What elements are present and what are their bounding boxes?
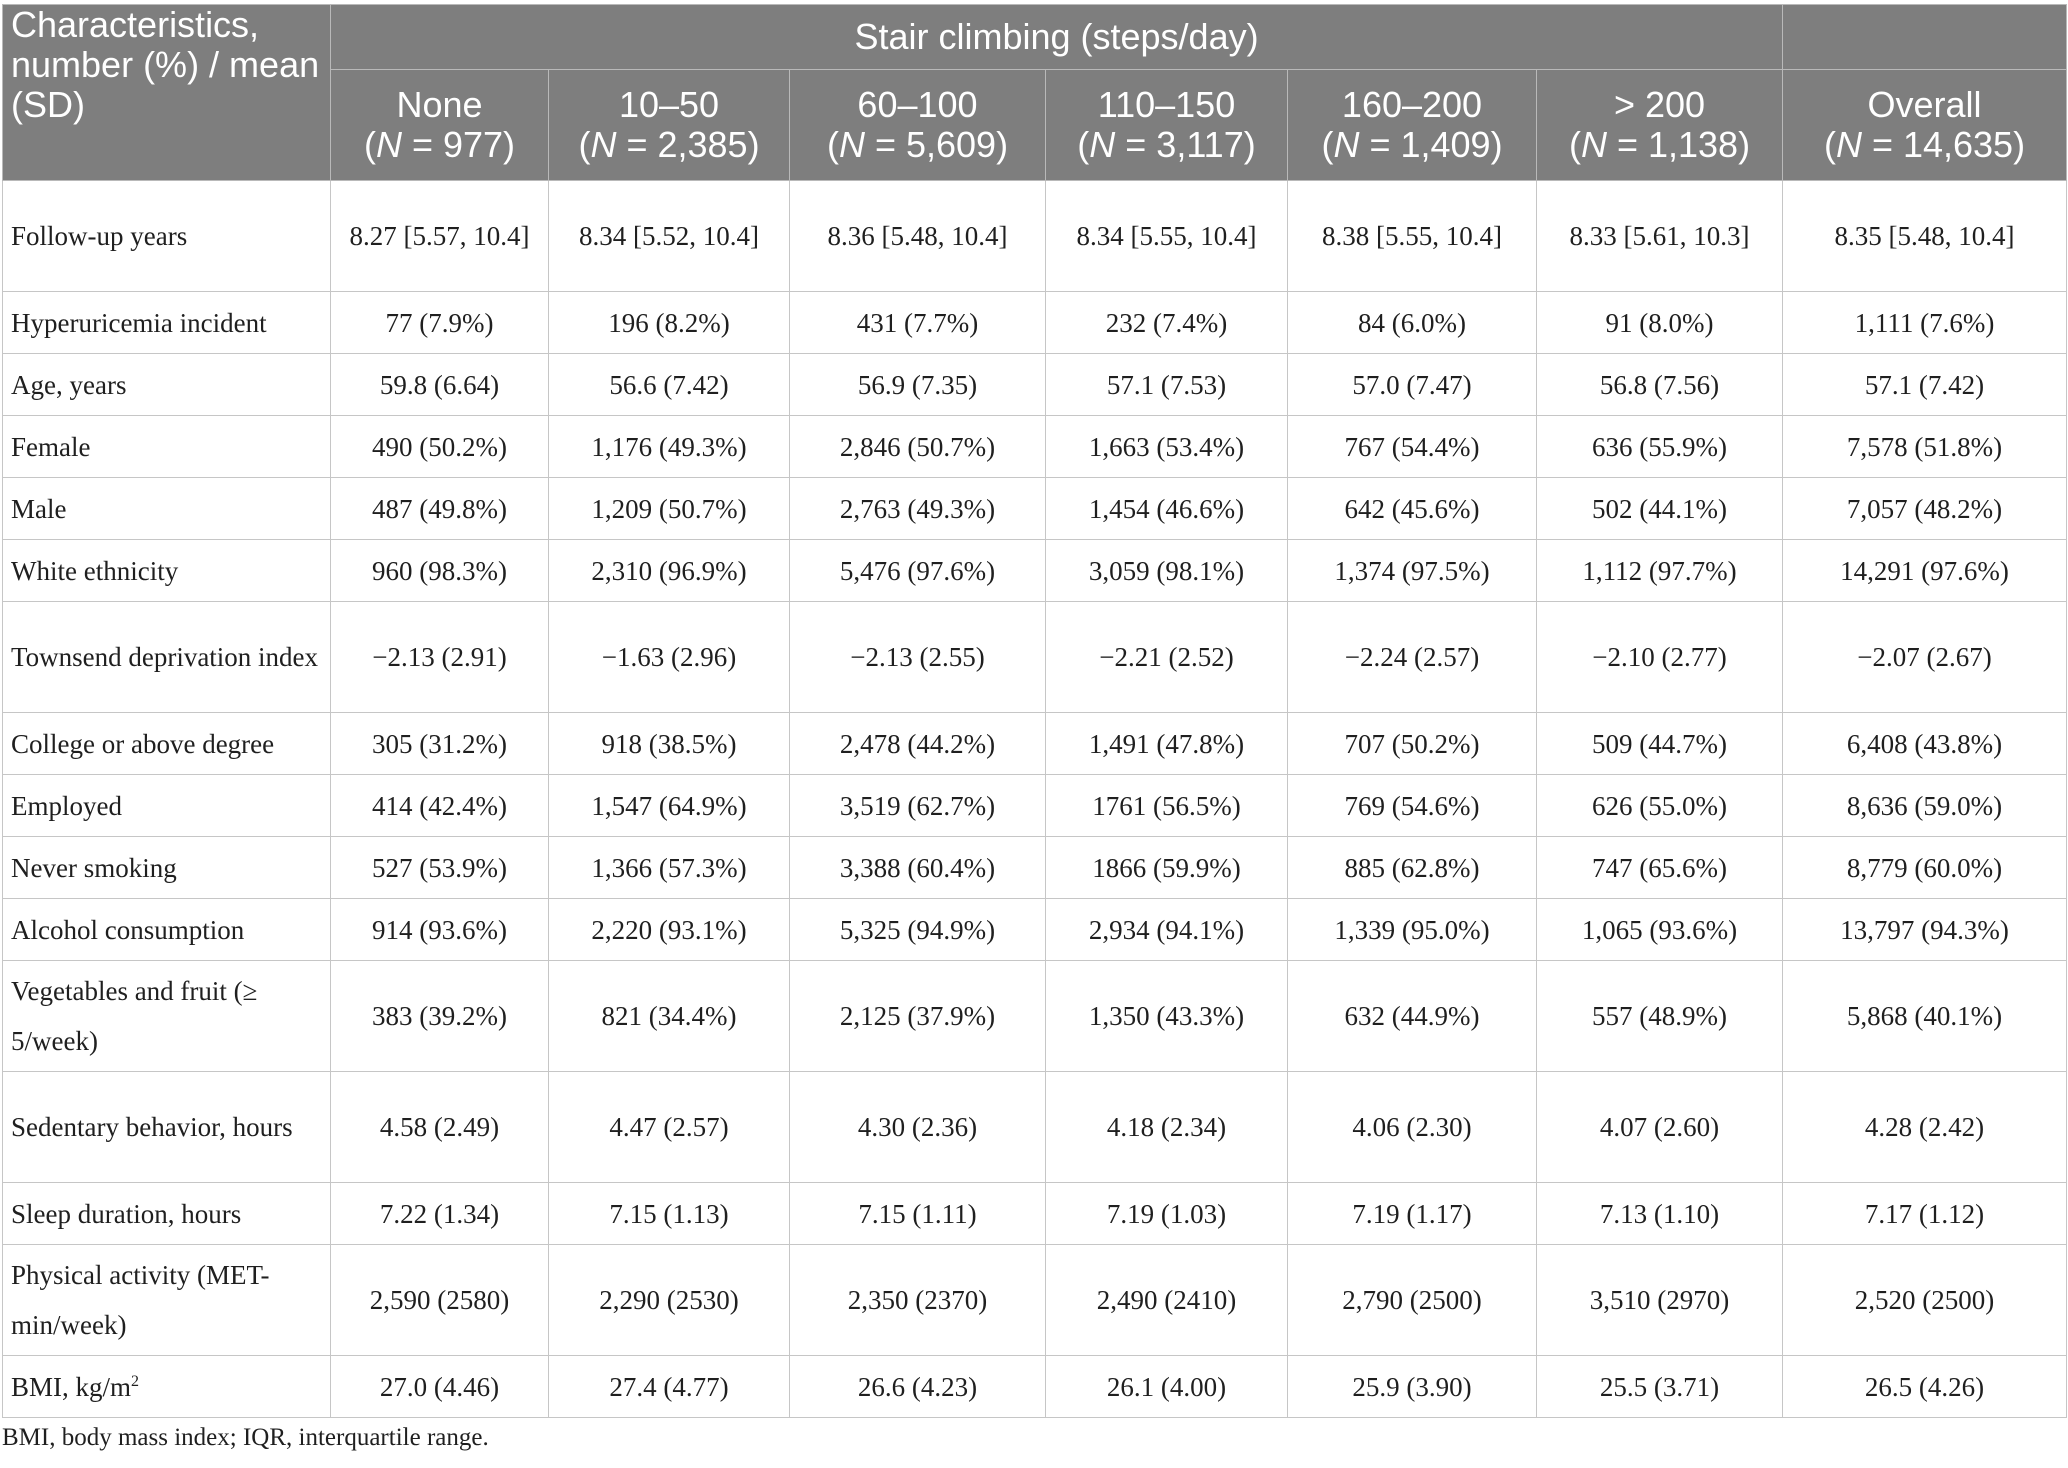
table-cell: 2,846 (50.7%): [790, 416, 1046, 478]
row-label: Never smoking: [3, 837, 331, 899]
table-cell: 57.1 (7.42): [1783, 354, 2067, 416]
table-cell: 14,291 (97.6%): [1783, 540, 2067, 602]
row-label: Female: [3, 416, 331, 478]
table-cell: −2.13 (2.91): [331, 602, 549, 713]
table-cell: −2.07 (2.67): [1783, 602, 2067, 713]
table-cell: 4.07 (2.60): [1537, 1072, 1783, 1183]
table-cell: 8.34 [5.52, 10.4]: [549, 181, 790, 292]
table-cell: 7.22 (1.34): [331, 1183, 549, 1245]
table-row: [3, 292, 2067, 354]
table-cell: 642 (45.6%): [1288, 478, 1537, 540]
table-cell: 747 (65.6%): [1537, 837, 1783, 899]
row-label: Physical activity (MET-min/week): [3, 1245, 331, 1356]
table-cell: 196 (8.2%): [549, 292, 790, 354]
table-cell: 56.8 (7.56): [1537, 354, 1783, 416]
table-cell: 5,868 (40.1%): [1783, 961, 2067, 1072]
table-cell: 26.1 (4.00): [1046, 1356, 1288, 1418]
table-cell: −2.13 (2.55): [790, 602, 1046, 713]
table-cell: 502 (44.1%): [1537, 478, 1783, 540]
table-cell: 6,408 (43.8%): [1783, 713, 2067, 775]
table-cell: 1,209 (50.7%): [549, 478, 790, 540]
table-cell: 2,125 (37.9%): [790, 961, 1046, 1072]
table-cell: 56.6 (7.42): [549, 354, 790, 416]
table-cell: 2,490 (2410): [1046, 1245, 1288, 1356]
row-label: Vegetables and fruit (≥ 5/week): [3, 961, 331, 1072]
column-header: None (N = 977): [331, 70, 549, 181]
table-body: [3, 181, 2067, 1418]
group-header: Stair climbing (steps/day): [331, 5, 1783, 70]
table-cell: 5,476 (97.6%): [790, 540, 1046, 602]
table-cell: 1,663 (53.4%): [1046, 416, 1288, 478]
table-cell: 5,325 (94.9%): [790, 899, 1046, 961]
table-cell: 3,388 (60.4%): [790, 837, 1046, 899]
table-cell: 8,779 (60.0%): [1783, 837, 2067, 899]
table-cell: 7.19 (1.17): [1288, 1183, 1537, 1245]
table-row: [3, 1356, 2067, 1418]
table-cell: 914 (93.6%): [331, 899, 549, 961]
table-cell: 885 (62.8%): [1288, 837, 1537, 899]
table-cell: 960 (98.3%): [331, 540, 549, 602]
table-cell: 77 (7.9%): [331, 292, 549, 354]
table-cell: 431 (7.7%): [790, 292, 1046, 354]
table-cell: 626 (55.0%): [1537, 775, 1783, 837]
row-label: College or above degree: [3, 713, 331, 775]
table-cell: 2,478 (44.2%): [790, 713, 1046, 775]
table-cell: 767 (54.4%): [1288, 416, 1537, 478]
corner-header: Characteristics, number (%) / mean (SD): [3, 5, 331, 181]
table-cell: 7.17 (1.12): [1783, 1183, 2067, 1245]
row-label: Alcohol consumption: [3, 899, 331, 961]
table-cell: 636 (55.9%): [1537, 416, 1783, 478]
table-cell: 8.34 [5.55, 10.4]: [1046, 181, 1288, 292]
table-cell: 3,059 (98.1%): [1046, 540, 1288, 602]
table-cell: 4.28 (2.42): [1783, 1072, 2067, 1183]
table-cell: 27.4 (4.77): [549, 1356, 790, 1418]
table-cell: 7.15 (1.13): [549, 1183, 790, 1245]
table-cell: 2,520 (2500): [1783, 1245, 2067, 1356]
table-row: [3, 713, 2067, 775]
table-row: [3, 837, 2067, 899]
table-cell: 26.5 (4.26): [1783, 1356, 2067, 1418]
table-row: [3, 1183, 2067, 1245]
table-cell: 632 (44.9%): [1288, 961, 1537, 1072]
blank-header-cell: [1783, 5, 2067, 70]
table-cell: 1,491 (47.8%): [1046, 713, 1288, 775]
table-cell: 232 (7.4%): [1046, 292, 1288, 354]
column-header: 160–200 (N = 1,409): [1288, 70, 1537, 181]
table-row: [3, 602, 2067, 713]
table-cell: 1,111 (7.6%): [1783, 292, 2067, 354]
table-cell: 4.58 (2.49): [331, 1072, 549, 1183]
table-row: [3, 478, 2067, 540]
table-cell: 7,057 (48.2%): [1783, 478, 2067, 540]
table-row: [3, 1245, 2067, 1356]
row-label: Employed: [3, 775, 331, 837]
table-cell: 2,350 (2370): [790, 1245, 1046, 1356]
table-cell: 2,790 (2500): [1288, 1245, 1537, 1356]
table-cell: 414 (42.4%): [331, 775, 549, 837]
table-cell: 27.0 (4.46): [331, 1356, 549, 1418]
column-header: 110–150 (N = 3,117): [1046, 70, 1288, 181]
row-label: Follow-up years: [3, 181, 331, 292]
column-header: Overall (N = 14,635): [1783, 70, 2067, 181]
table-cell: 707 (50.2%): [1288, 713, 1537, 775]
row-label: White ethnicity: [3, 540, 331, 602]
table-row: [3, 961, 2067, 1072]
row-label: Sedentary behavior, hours: [3, 1072, 331, 1183]
row-label: Townsend deprivation index: [3, 602, 331, 713]
table-cell: 2,590 (2580): [331, 1245, 549, 1356]
table-cell: 1,176 (49.3%): [549, 416, 790, 478]
table-cell: 1,547 (64.9%): [549, 775, 790, 837]
table-cell: 7.19 (1.03): [1046, 1183, 1288, 1245]
table-cell: 1761 (56.5%): [1046, 775, 1288, 837]
table-cell: 1,374 (97.5%): [1288, 540, 1537, 602]
table-cell: 1,339 (95.0%): [1288, 899, 1537, 961]
table-cell: 487 (49.8%): [331, 478, 549, 540]
table-cell: 2,290 (2530): [549, 1245, 790, 1356]
column-header: 10–50 (N = 2,385): [549, 70, 790, 181]
table-cell: 3,519 (62.7%): [790, 775, 1046, 837]
table-cell: 8.36 [5.48, 10.4]: [790, 181, 1046, 292]
table-cell: 59.8 (6.64): [331, 354, 549, 416]
table-cell: 1,454 (46.6%): [1046, 478, 1288, 540]
row-label: Age, years: [3, 354, 331, 416]
table-cell: 305 (31.2%): [331, 713, 549, 775]
table-cell: −2.10 (2.77): [1537, 602, 1783, 713]
table-cell: 8.35 [5.48, 10.4]: [1783, 181, 2067, 292]
table-cell: 25.5 (3.71): [1537, 1356, 1783, 1418]
table-row: [3, 775, 2067, 837]
table-cell: 57.0 (7.47): [1288, 354, 1537, 416]
row-label: Sleep duration, hours: [3, 1183, 331, 1245]
table-cell: 7,578 (51.8%): [1783, 416, 2067, 478]
row-label: Male: [3, 478, 331, 540]
column-header: > 200 (N = 1,138): [1537, 70, 1783, 181]
table-header: [3, 5, 2067, 181]
row-label: BMI, $kg/m^2$: [3, 1356, 331, 1418]
table-cell: 8,636 (59.0%): [1783, 775, 2067, 837]
table-cell: 3,510 (2970): [1537, 1245, 1783, 1356]
table-cell: 25.9 (3.90): [1288, 1356, 1537, 1418]
table-row: [3, 540, 2067, 602]
table-cell: 84 (6.0%): [1288, 292, 1537, 354]
table-cell: 918 (38.5%): [549, 713, 790, 775]
table-cell: 509 (44.7%): [1537, 713, 1783, 775]
column-header: 60–100 (N = 5,609): [790, 70, 1046, 181]
table-footnote: BMI, body mass index; IQR, interquartile range.: [2, 1424, 489, 1451]
table-cell: −1.63 (2.96): [549, 602, 790, 713]
table-cell: 1,350 (43.3%): [1046, 961, 1288, 1072]
table-cell: 2,934 (94.1%): [1046, 899, 1288, 961]
table-cell: −2.24 (2.57): [1288, 602, 1537, 713]
table-cell: 527 (53.9%): [331, 837, 549, 899]
table-cell: −2.21 (2.52): [1046, 602, 1288, 713]
table-cell: 4.47 (2.57): [549, 1072, 790, 1183]
table-row: [3, 354, 2067, 416]
table-cell: 2,763 (49.3%): [790, 478, 1046, 540]
characteristics-table: [2, 4, 2067, 1418]
table-cell: 8.33 [5.61, 10.3]: [1537, 181, 1783, 292]
table-cell: 4.18 (2.34): [1046, 1072, 1288, 1183]
table-cell: 4.30 (2.36): [790, 1072, 1046, 1183]
table-cell: 769 (54.6%): [1288, 775, 1537, 837]
table-cell: 1,065 (93.6%): [1537, 899, 1783, 961]
table-cell: 56.9 (7.35): [790, 354, 1046, 416]
table-row: [3, 899, 2067, 961]
table-cell: 7.13 (1.10): [1537, 1183, 1783, 1245]
table-cell: 383 (39.2%): [331, 961, 549, 1072]
row-label: Hyperuricemia incident: [3, 292, 331, 354]
table-cell: 2,220 (93.1%): [549, 899, 790, 961]
table-cell: 1866 (59.9%): [1046, 837, 1288, 899]
table-cell: 26.6 (4.23): [790, 1356, 1046, 1418]
table-cell: 7.15 (1.11): [790, 1183, 1046, 1245]
table-cell: 1,112 (97.7%): [1537, 540, 1783, 602]
table-cell: 821 (34.4%): [549, 961, 790, 1072]
table-cell: 4.06 (2.30): [1288, 1072, 1537, 1183]
table-cell: 57.1 (7.53): [1046, 354, 1288, 416]
table-cell: 2,310 (96.9%): [549, 540, 790, 602]
table-cell: 490 (50.2%): [331, 416, 549, 478]
table-row: [3, 416, 2067, 478]
table-cell: 8.38 [5.55, 10.4]: [1288, 181, 1537, 292]
table-cell: 557 (48.9%): [1537, 961, 1783, 1072]
table-row: [3, 181, 2067, 292]
table-row: [3, 1072, 2067, 1183]
table-cell: 13,797 (94.3%): [1783, 899, 2067, 961]
table-cell: 91 (8.0%): [1537, 292, 1783, 354]
table-cell: 1,366 (57.3%): [549, 837, 790, 899]
table-cell: 8.27 [5.57, 10.4]: [331, 181, 549, 292]
